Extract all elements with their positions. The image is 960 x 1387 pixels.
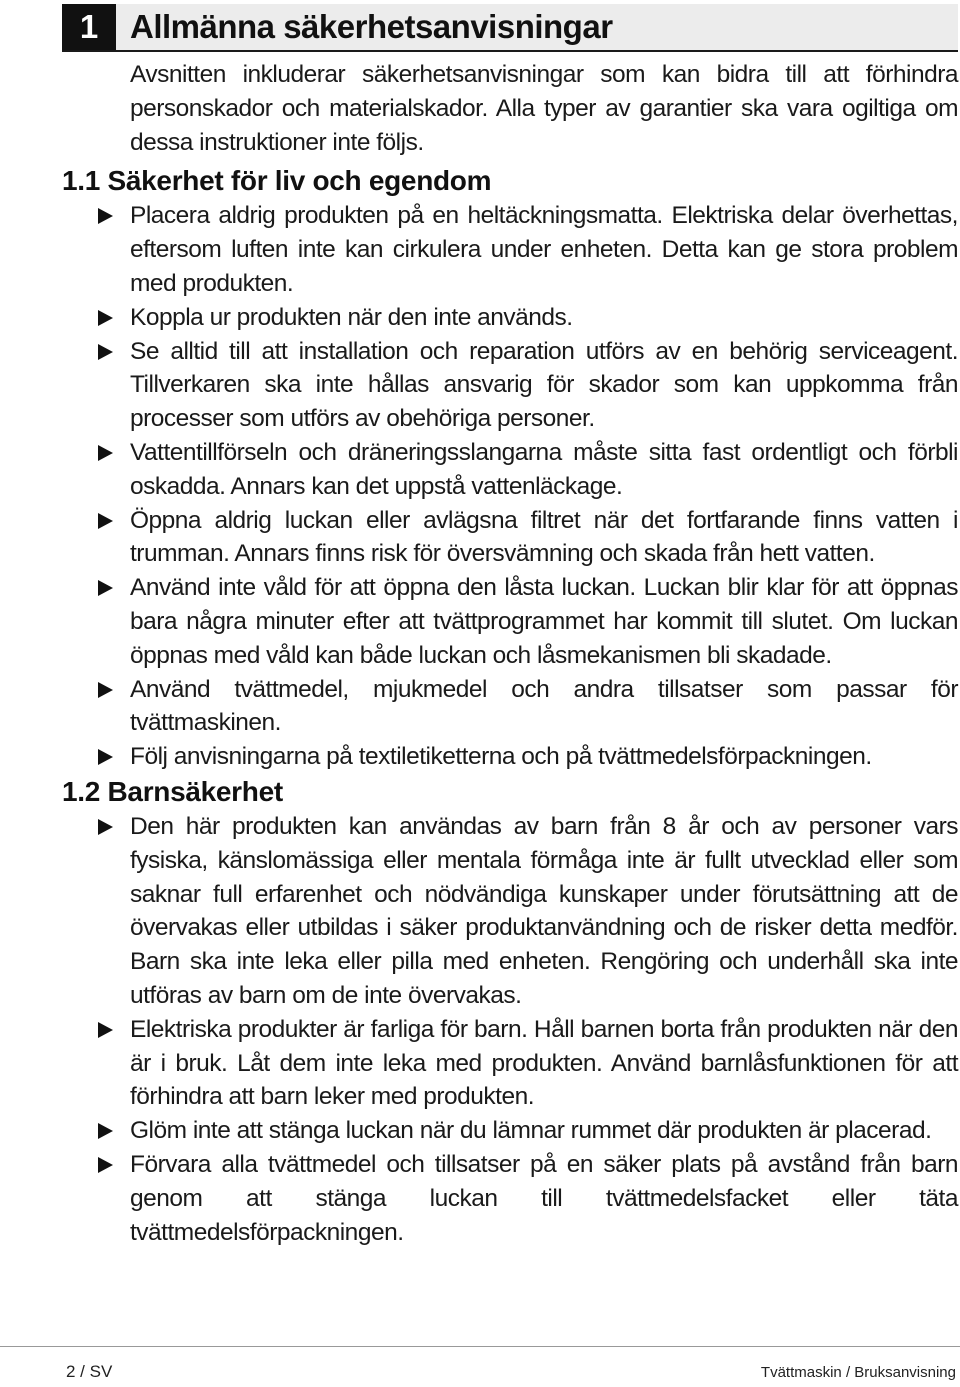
- list-item-text: Elektriska produkter är farliga för barn. Håll barnen borta från produkten när den är i bruk. Låt dem inte leka med produkten. Använd barnlåsfunktionen för att förhindra att barn leker med produkten.: [130, 1015, 958, 1111]
- list-item-text: Vattentillförseln och dräneringsslangarna måste sitta fast ordentligt och förbli oskadda. Annars kan det uppstå vattenläckage.: [130, 438, 958, 500]
- list-item-text: Den här produkten kan användas av barn från 8 år och av personer vars fysiska, känslomässiga eller mentala förmåga inte är fullt utvecklad eller som saknar full erfarenhet och nödvändiga kunskaper under förutsättning att de övervakas eller utbildas i säker produktanvändning och de risker detta medför. Barn ska inte leka eller pilla med enheten. Rengöring och underhåll ska inte utföras av barn om de inte övervakas.: [130, 812, 958, 1009]
- triangle-bullet-icon: [98, 1157, 113, 1173]
- list-item: [62, 1114, 958, 1148]
- document-title: Tvättmaskin / Bruksanvisning: [760, 1364, 956, 1381]
- bullet-list: [62, 810, 958, 1249]
- intro-paragraph: Avsnitten inkluderar säkerhetsanvisningar som kan bidra till att förhindra personskador och materialskador. Alla typer av garantier ska vara ogiltiga om dessa instruktioner inte följs.: [130, 61, 958, 156]
- list-item-text: Använd inte våld för att öppna den låsta luckan. Luckan blir klar för att öppnas bara några minuter efter att tvättprogrammet har kommit till slutet. Om luckan öppnas med våld kan både luckan och låsmekanismen bli skadade.: [130, 574, 958, 669]
- list-item-text: Koppla ur produkten när den inte används.: [130, 303, 573, 331]
- triangle-bullet-icon: [98, 1022, 113, 1038]
- list-item: [62, 504, 958, 572]
- list-item-text: Glöm inte att stänga luckan när du lämnar rummet där produkten är placerad.: [130, 1117, 932, 1145]
- triangle-bullet-icon: [98, 749, 113, 765]
- list-item: [62, 810, 958, 1013]
- chapter-title: Allmänna säkerhetsanvisningar: [130, 8, 613, 45]
- triangle-bullet-icon: [98, 445, 113, 461]
- triangle-bullet-icon: [98, 819, 113, 835]
- list-item-text: Följ anvisningarna på textiletiketterna och på tvättmedelsförpackningen.: [130, 743, 872, 771]
- list-item: [62, 335, 958, 436]
- page-number: 2 / SV: [66, 1362, 113, 1381]
- triangle-bullet-icon: [98, 344, 113, 360]
- triangle-bullet-icon: [98, 208, 113, 224]
- list-item: [62, 301, 958, 335]
- list-item: [62, 199, 958, 300]
- list-item-text: Se alltid till att installation och reparation utförs av en behörig serviceagent. Tillverkaren ska inte hållas ansvarig för skador som kan uppkomma från processer som utförs av obehöriga personer.: [130, 337, 958, 433]
- list-item: [62, 740, 958, 774]
- list-item: [62, 1148, 958, 1249]
- list-item: [62, 673, 958, 741]
- triangle-bullet-icon: [98, 682, 113, 698]
- triangle-bullet-icon: [98, 1123, 113, 1139]
- document-body: [62, 58, 958, 1249]
- chapter-number: 1: [62, 4, 116, 50]
- list-item-text: Förvara alla tvättmedel och tillsatser på en säker plats på avstånd från barn genom att stänga luckan till tvättmedelsfacket eller täta tvättmedelsförpackningen.: [130, 1150, 958, 1246]
- sections-container: [62, 163, 958, 1249]
- section-heading: 1.1 Säkerhet för liv och egendom: [62, 165, 492, 197]
- list-item-text: Använd tvättmedel, mjukmedel och andra tillsatser som passar för tvättmaskinen.: [130, 675, 958, 737]
- list-item: [62, 436, 958, 504]
- chapter-header: [62, 4, 958, 52]
- triangle-bullet-icon: [98, 310, 113, 326]
- list-item: [62, 571, 958, 672]
- section-heading: 1.2 Barnsäkerhet: [62, 775, 283, 807]
- list-item-text: Öppna aldrig luckan eller avlägsna filtret när det fortfarande finns vatten i trumman. Annars finns risk för översvämning och skada från hett vatten.: [130, 506, 958, 568]
- list-item: [62, 1013, 958, 1114]
- triangle-bullet-icon: [98, 580, 113, 596]
- footer-divider: [0, 1346, 960, 1347]
- list-item-text: Placera aldrig produkten på en heltäckningsmatta. Elektriska delar överhettas, eftersom luften inte kan cirkulera under enheten. Detta kan ge stora problem med produkten.: [130, 202, 958, 297]
- bullet-list: [62, 199, 958, 774]
- triangle-bullet-icon: [98, 513, 113, 529]
